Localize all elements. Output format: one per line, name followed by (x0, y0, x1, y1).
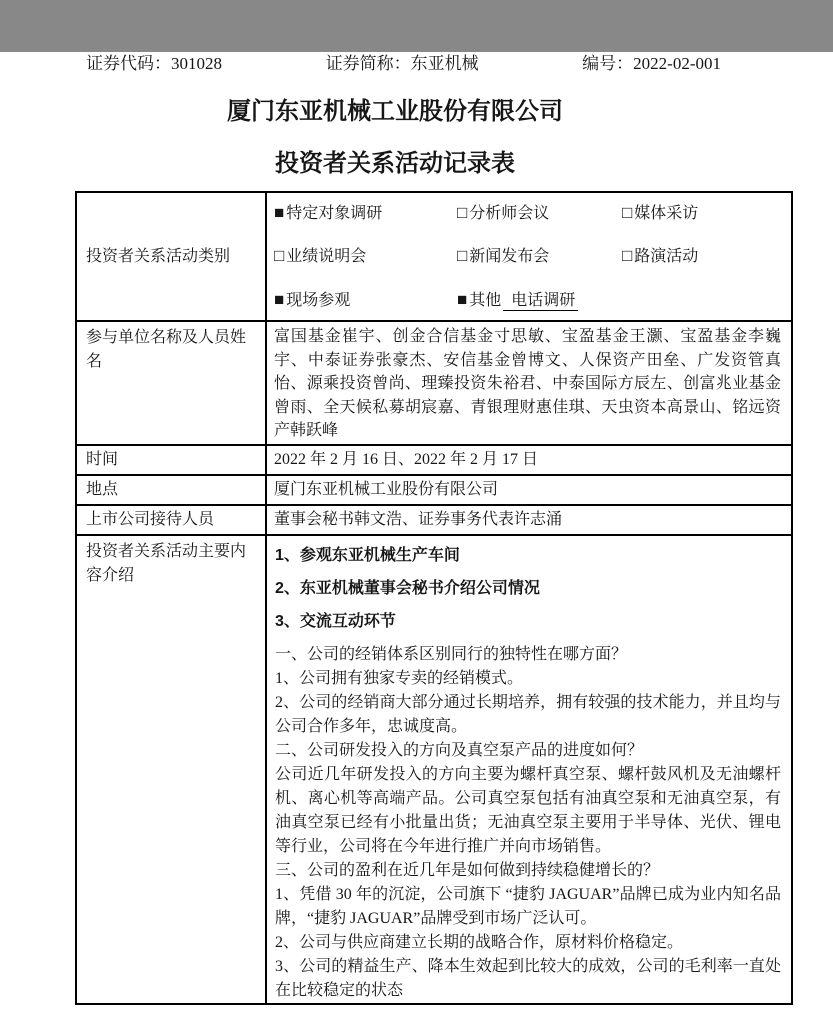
main-content-label: 投资者关系活动主要内容介绍 (76, 535, 266, 1004)
main-content-cell (266, 535, 792, 1004)
checkbox-earnings-briefing (274, 244, 457, 269)
checkbox-checked-icon: ■ (274, 202, 285, 222)
row-main-content (76, 535, 792, 1004)
company-name-title: 厦门东亚机械工业股份有限公司 (227, 98, 563, 125)
receptionists-label: 上市公司接待人员 (76, 505, 266, 535)
row-activity-type (76, 192, 792, 321)
doc-meta-row (86, 52, 721, 76)
activity-type-label: 投资者关系活动类别 (76, 192, 266, 321)
qa-question-3: 三、公司的盈利在近几年是如何做到持续稳健增长的？ (275, 861, 660, 879)
qa-answer-3c: 3、公司的精益生产、降本生效起到比较大的成效，公司的毛利率一直处在比较稳定的状态 (275, 957, 781, 999)
other-value-text: 电话调研 (503, 292, 578, 311)
location-value: 厦门东亚机械工业股份有限公司 (266, 475, 792, 505)
checkbox-unchecked-icon: □ (274, 246, 285, 265)
checkbox-press-conference (457, 244, 622, 269)
qa-answer-2: 公司近几年研发投入的方向主要为螺杆真空泵、螺杆鼓风机及无油螺杆机、离心机等高端产品。公司真空泵包括有油真空泵和无油真空泵，有油真空泵已经有小批量出货；无油真空泵主要用于半导体、光伏、锂电等行业，公司将在今年进行推广并向市场销售。 (275, 765, 781, 855)
row-location (76, 475, 792, 505)
checkbox-unchecked-icon: □ (457, 246, 468, 265)
row-time (76, 445, 792, 475)
checkbox-analyst-meeting (457, 201, 622, 226)
checkbox-unchecked-icon: □ (457, 202, 468, 222)
doc-number: 编号：2022-02-001 (582, 54, 721, 73)
qa-answer-1b: 2、公司的经销商大部分通过长期培养，拥有较强的技术能力，并且均与公司合作多年，忠诚度高。 (275, 693, 781, 735)
participants-value: 富国基金崔宇、创金合信基金寸思敏、宝盈基金王灏、宝盈基金李巍宇、中泰证券张豪杰、安信基金曾博文、人保资产田垒、广发资管真怡、源乘投资曾尚、理臻投资朱裕君、中泰国际方辰左、创富兆业基金曾雨、全天候私募胡宸嘉、青银理财惠佳琪、天虫资本高景山、铭远资产韩跃峰 (266, 321, 792, 445)
checkbox-other (457, 288, 622, 313)
checkbox-label: 业绩说明会 (286, 248, 367, 265)
form-title: 投资者关系活动记录表 (275, 150, 515, 177)
row-participants (76, 321, 792, 445)
record-table (75, 191, 793, 1005)
checkbox-site-visit (274, 288, 457, 313)
agenda-item-2: 2、东亚机械董事会秘书介绍公司情况 (275, 579, 540, 597)
checkbox-label: 分析师会议 (469, 204, 550, 222)
qa-answer-3a: 1、凭借 30 年的沉淀，公司旗下 “捷豹 JAGUAR”品牌已成为业内知名品牌，“捷豹 JAGUAR”品牌受到市场广泛认可。 (275, 885, 781, 927)
time-label: 时间 (76, 445, 266, 475)
qa-question-1: 一、公司的经销体系区别同行的独特性在哪方面？ (275, 645, 628, 663)
row-receptionists (76, 505, 792, 535)
qa-question-2: 二、公司研发投入的方向及真空泵产品的进度如何？ (275, 741, 644, 759)
checkbox-row-3 (274, 288, 781, 313)
checkbox-specific-object-survey (274, 201, 457, 226)
qa-answer-1a: 1、公司拥有独家专卖的经销模式。 (275, 669, 524, 687)
checkbox-label: 特定对象调研 (286, 204, 383, 222)
activity-type-options-cell (266, 192, 792, 321)
checkbox-grid (274, 199, 781, 315)
checkbox-row-2 (274, 244, 781, 269)
checkbox-unchecked-icon: □ (622, 246, 633, 265)
stock-short-name: 证券简称：东亚机械 (325, 54, 479, 73)
receptionists-value: 董事会秘书韩文浩、证券事务代表许志涌 (266, 505, 792, 535)
document-page (0, 52, 833, 1016)
time-value: 2022 年 2 月 16 日、2022 年 2 月 17 日 (266, 445, 792, 475)
agenda-item-3: 3、交流互动环节 (275, 612, 396, 630)
participants-label: 参与单位名称及人员姓名 (76, 321, 266, 445)
checkbox-checked-icon: ■ (457, 289, 468, 309)
checkbox-label: 现场参观 (286, 291, 351, 309)
checkbox-roadshow (622, 244, 781, 269)
stock-code: 证券代码：301028 (86, 54, 222, 73)
checkbox-checked-icon: ■ (274, 289, 285, 309)
checkbox-media-interview (622, 201, 781, 226)
location-label: 地点 (76, 475, 266, 505)
checkbox-unchecked-icon: □ (622, 202, 633, 222)
qa-answer-3b: 2、公司与供应商建立长期的战略合作，原材料价格稳定。 (275, 933, 684, 951)
checkbox-row-1 (274, 201, 781, 226)
checkbox-label: 其他 (469, 291, 502, 309)
checkbox-label: 新闻发布会 (469, 248, 550, 265)
checkbox-label: 路演活动 (634, 248, 699, 265)
checkbox-label: 媒体采访 (634, 204, 699, 222)
agenda-item-1: 1、参观东亚机械生产车间 (275, 546, 460, 564)
